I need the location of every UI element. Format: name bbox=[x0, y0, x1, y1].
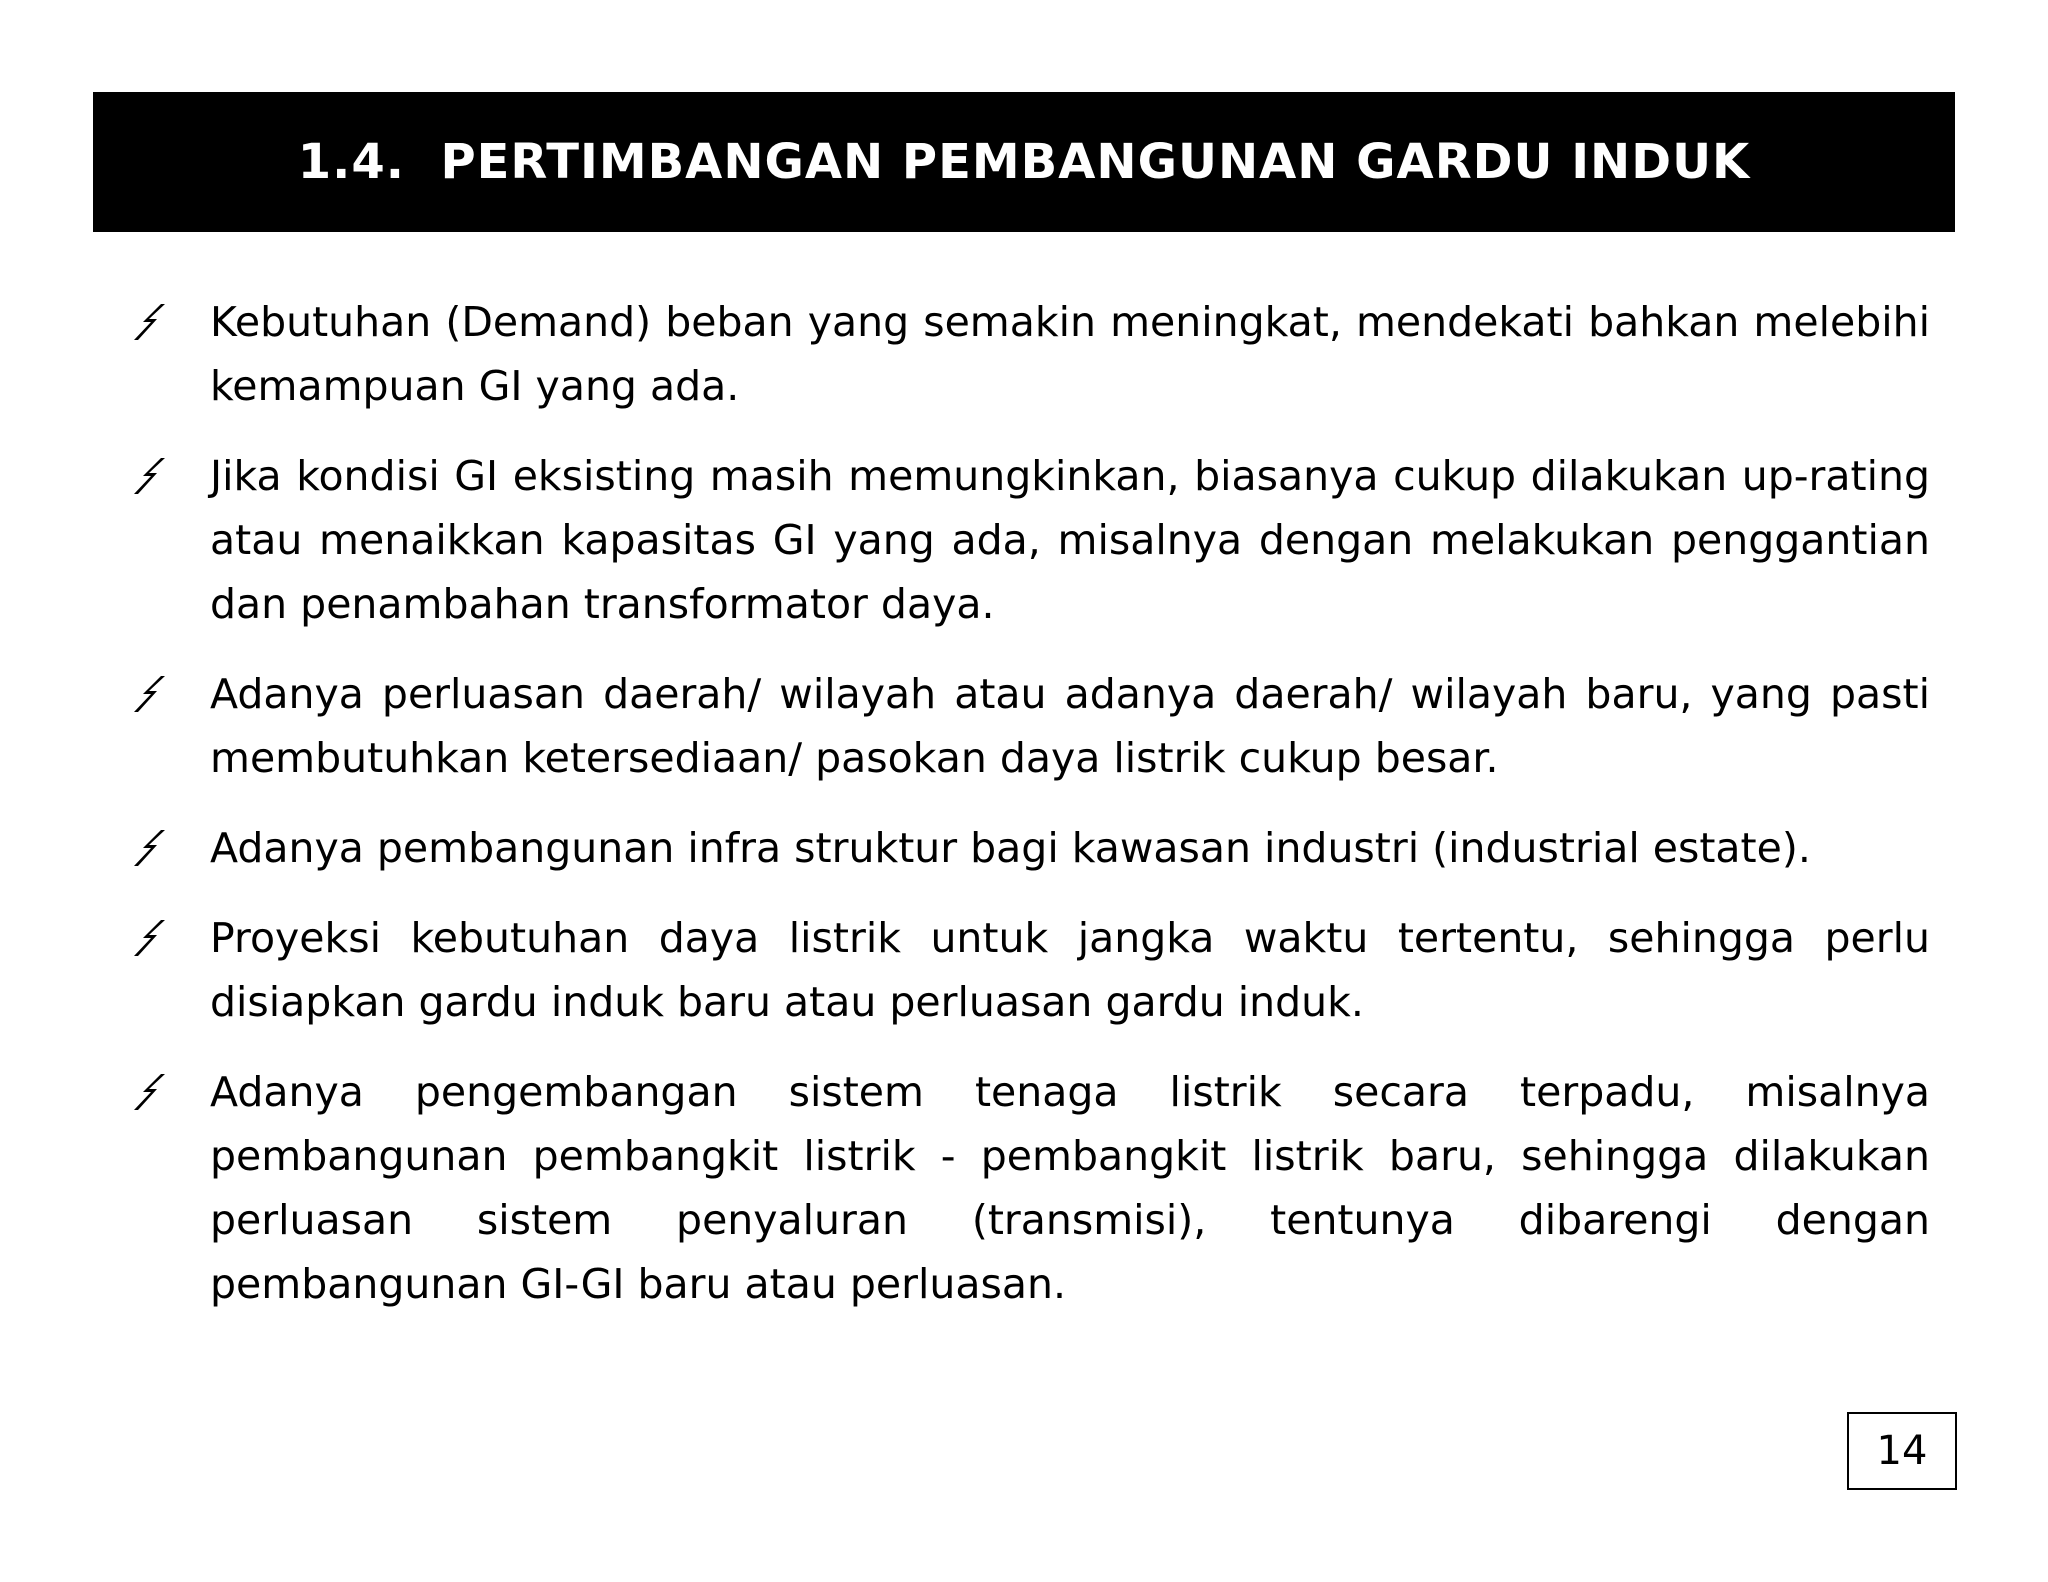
list-item-text: Jika kondisi GI eksisting masih memungkinkan, biasanya cukup dilakukan up-rating atau menaikkan kapasitas GI yang ada, misalnya dengan melakukan penggantian dan penambahan transformator daya. bbox=[210, 452, 1930, 628]
lightning-bolt-icon bbox=[130, 302, 166, 342]
section-title: 1.4. PERTIMBANGAN PEMBANGUNAN GARDU INDUK bbox=[297, 134, 1751, 190]
list-item-text: Adanya perluasan daerah/ wilayah atau adanya daerah/ wilayah baru, yang pasti membutuhkan ketersediaan/ pasokan daya listrik cukup besar. bbox=[210, 670, 1930, 782]
lightning-bolt-icon bbox=[130, 456, 166, 496]
lightning-bolt-icon bbox=[130, 674, 166, 714]
list-item bbox=[130, 1060, 1930, 1316]
list-item bbox=[130, 816, 1930, 880]
page-number: 14 bbox=[1847, 1412, 1957, 1490]
list-item-text: Kebutuhan (Demand) beban yang semakin meningkat, mendekati bahkan melebihi kemampuan GI yang ada. bbox=[210, 298, 1930, 410]
lightning-bolt-icon bbox=[130, 828, 166, 868]
list-item-text: Adanya pembangunan infra struktur bagi kawasan industri (industrial estate). bbox=[210, 824, 1811, 872]
list-item-text: Adanya pengembangan sistem tenaga listrik secara terpadu, misalnya pembangunan pembangkit listrik - pembangkit listrik baru, sehingga dilakukan perluasan sistem penyaluran (transmisi), tentunya dibarengi dengan pembangunan GI-GI baru atau perluasan. bbox=[210, 1068, 1930, 1308]
bullet-list bbox=[130, 290, 1930, 1342]
section-title-bar bbox=[93, 92, 1955, 232]
list-item bbox=[130, 662, 1930, 790]
lightning-bolt-icon bbox=[130, 1072, 166, 1112]
list-item bbox=[130, 444, 1930, 636]
list-item bbox=[130, 906, 1930, 1034]
list-item-text: Proyeksi kebutuhan daya listrik untuk jangka waktu tertentu, sehingga perlu disiapkan gardu induk baru atau perluasan gardu induk. bbox=[210, 914, 1930, 1026]
list-item bbox=[130, 290, 1930, 418]
lightning-bolt-icon bbox=[130, 918, 166, 958]
